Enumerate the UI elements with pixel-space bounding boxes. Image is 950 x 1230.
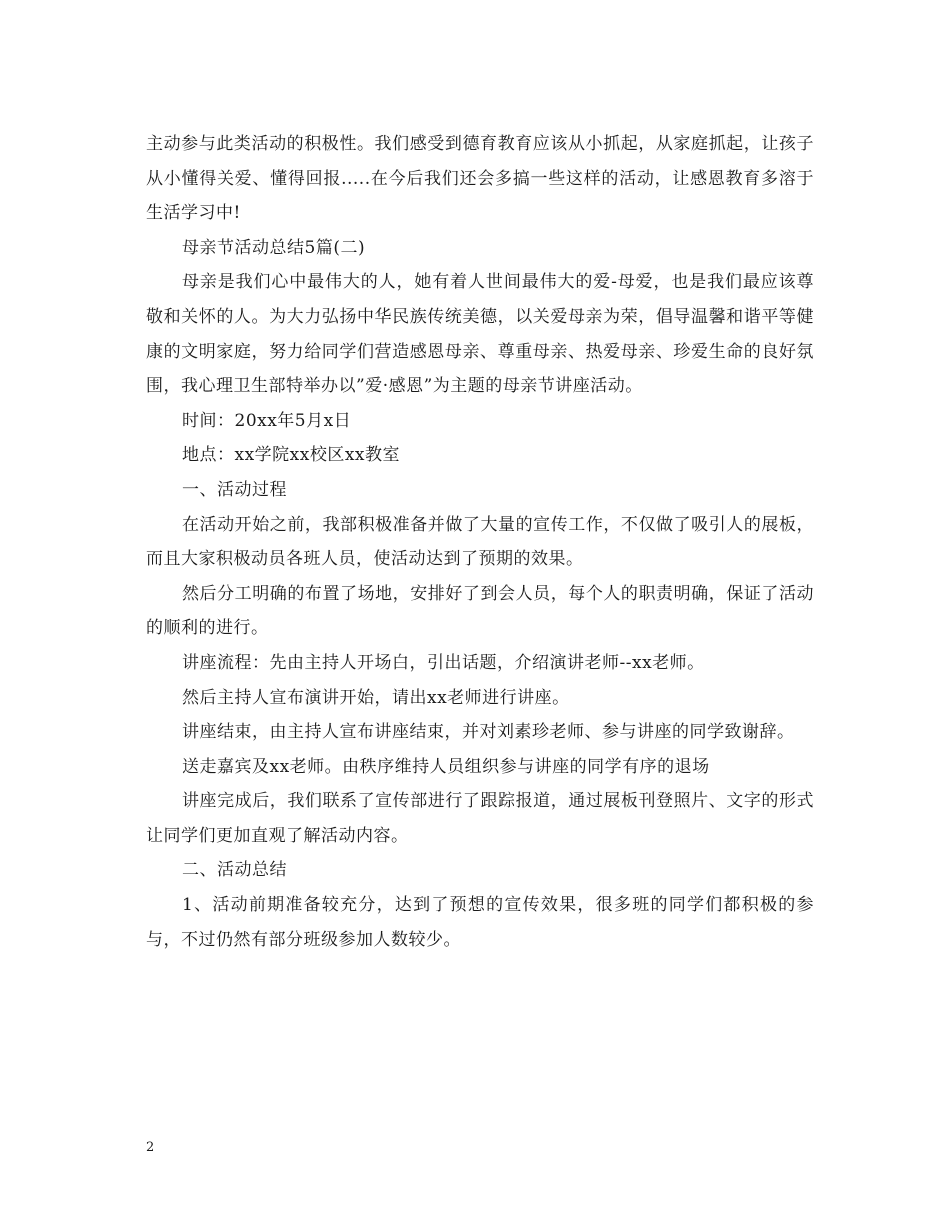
paragraph: 讲座流程：先由主持人开场白，引出话题，介绍演讲老师--xx老师。 [182,652,705,673]
paragraph: 母亲是我们心中最伟大的人，她有着人世间最伟大的爱-母爱，也是我们最应该尊敬和关怀的人。为大力弘扬中华民族传统美德，以关爱母亲为荣，倡导温馨和谐平等健康的文明家庭，努力给同学们营造感恩母亲、尊重母亲、热爱母亲、珍爱生命的良好氛围，我心理卫生部特举办以”爱·感恩”为主题的母亲节讲座活动。 [146,272,814,397]
paragraph-time: 时间：20xx年5月x日 [182,410,352,431]
section-heading: 二、活动总结 [182,860,287,881]
document-body [146,127,814,957]
paragraph: 1、活动前期准备较充分，达到了预想的宣传效果，很多班的同学们都积极的参与，不过仍然有部分班级参加人数较少。 [146,895,814,950]
paragraph: 送走嘉宾及xx老师。由秩序维持人员组织参与讲座的同学有序的退场 [182,756,710,777]
paragraph: 在活动开始之前，我部积极准备并做了大量的宣传工作，不仅做了吸引人的展板，而且大家积极动员各班人员，使活动达到了预期的效果。 [146,514,814,570]
section-heading: 一、活动过程 [182,479,287,500]
section-heading: 母亲节活动总结5篇(二) [182,237,366,258]
paragraph: 主动参与此类活动的积极性。我们感受到德育教育应该从小抓起，从家庭抓起，让孩子从小懂得关爱、懂得回报.....在今后我们还会多搞一些这样的活动，让感恩教育多溶于生活学习中! [146,134,814,224]
paragraph: 然后分工明确的布置了场地，安排好了到会人员，每个人的职责明确，保证了活动的顺利的进行。 [146,583,814,639]
paragraph: 讲座结束，由主持人宣布讲座结束，并对刘素珍老师、参与讲座的同学致谢辞。 [182,722,795,743]
page-number: 2 [146,1140,155,1155]
paragraph: 然后主持人宣布演讲开始，请出xx老师进行讲座。 [182,687,570,708]
paragraph: 讲座完成后，我们联系了宣传部进行了跟踪报道，通过展板刊登照片、文字的形式让同学们更加直观了解活动内容。 [146,791,814,846]
paragraph-location: 地点：xx学院xx校区xx教室 [182,445,401,466]
